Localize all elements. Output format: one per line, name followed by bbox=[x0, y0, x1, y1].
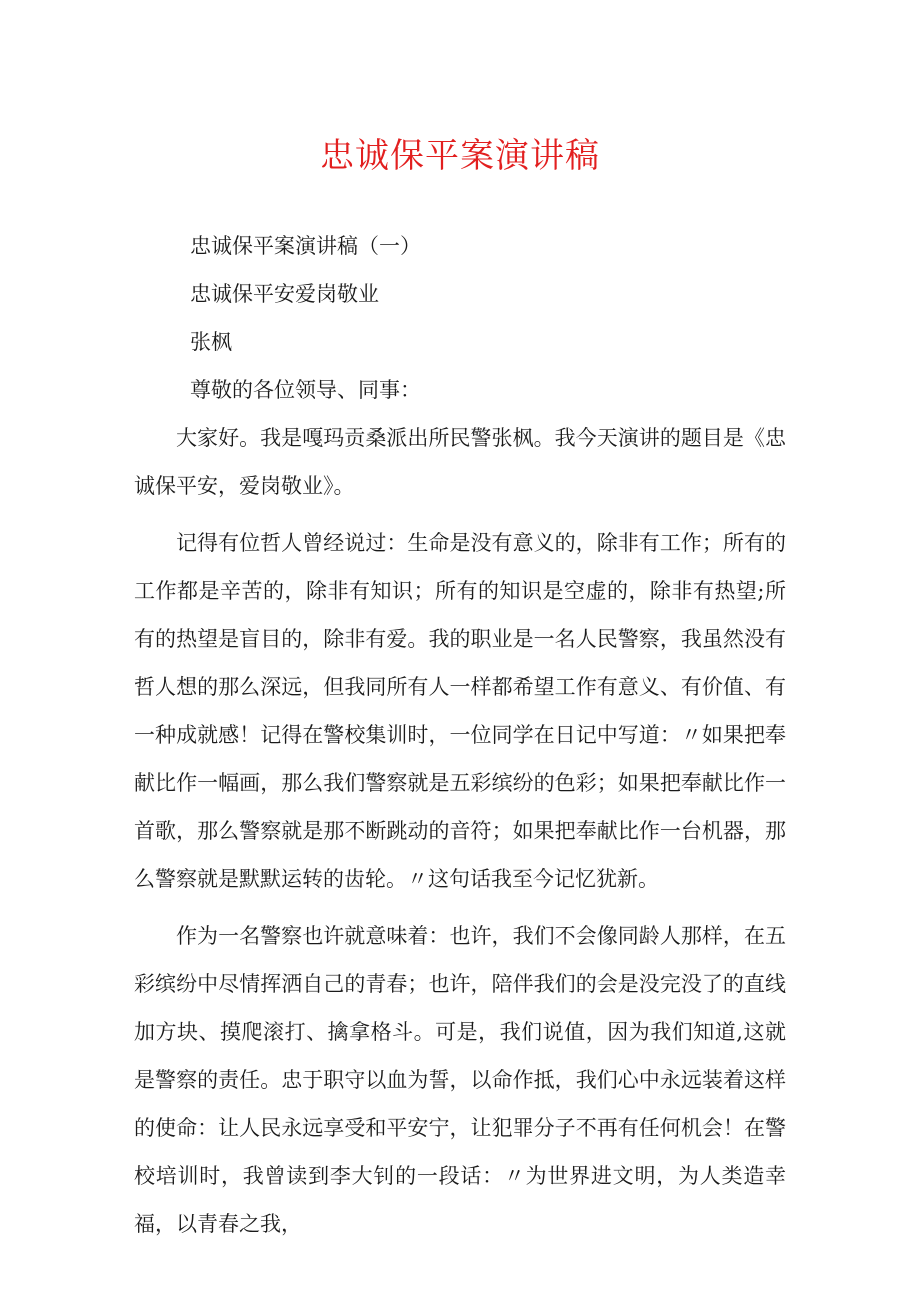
paragraph-introduction: 大家好。我是嘎玛贡桑派出所民警张枫。我今天演讲的题目是《忠诚保平安，爱岗敬业》。 bbox=[134, 426, 786, 498]
subtitle-line: 忠诚保平案演讲稿（一） bbox=[190, 234, 421, 258]
document-title: 忠诚保平案演讲稿 bbox=[320, 136, 600, 176]
paragraph-philosopher-quote: 记得有位哲人曾经说过：生命是没有意义的，除非有工作；所有的工作都是辛苦的，除非有知识；所有的知识是空虚的，除非有热望;所有的热望是盲目的，除非有爱。我的职业是一名人民警察，我虽然没有哲人想的那么深远，但我同所有人一样都希望工作有意义、有价值、有一种成就感！记得在警校集训时，一位同学在日记中写道：〃如果把奉献比作一幅画，那么我们警察就是五彩缤纷的色彩；如果把奉献比作一首歌，那么警察就是那不断跳动的音符；如果把奉献比作一台机器，那么警察就是默默运转的齿轮。〃这句话我至今记忆犹新。 bbox=[134, 531, 786, 891]
paragraph-police-duty: 作为一名警察也许就意味着：也许，我们不会像同龄人那样，在五彩缤纷中尽情挥洒自己的青春；也许，陪伴我们的会是没完没了的直线加方块、摸爬滚打、擒拿格斗。可是，我们说值，因为我们知道,这就是警察的责任。忠于职守以血为誓，以命作抵，我们心中永远装着这样的使命：让人民永远享受和平安宁，让犯罪分子不再有任何机会！在警校培训时，我曾读到李大钊的一段话：〃为世界进文明，为人类造幸福，以青春之我， bbox=[134, 924, 786, 1236]
document-body bbox=[134, 222, 786, 1248]
author-line: 张枫 bbox=[190, 330, 232, 354]
speech-title-line: 忠诚保平安爱岗敬业 bbox=[190, 282, 379, 306]
salutation-line: 尊敬的各位领导、同事： bbox=[190, 378, 421, 402]
